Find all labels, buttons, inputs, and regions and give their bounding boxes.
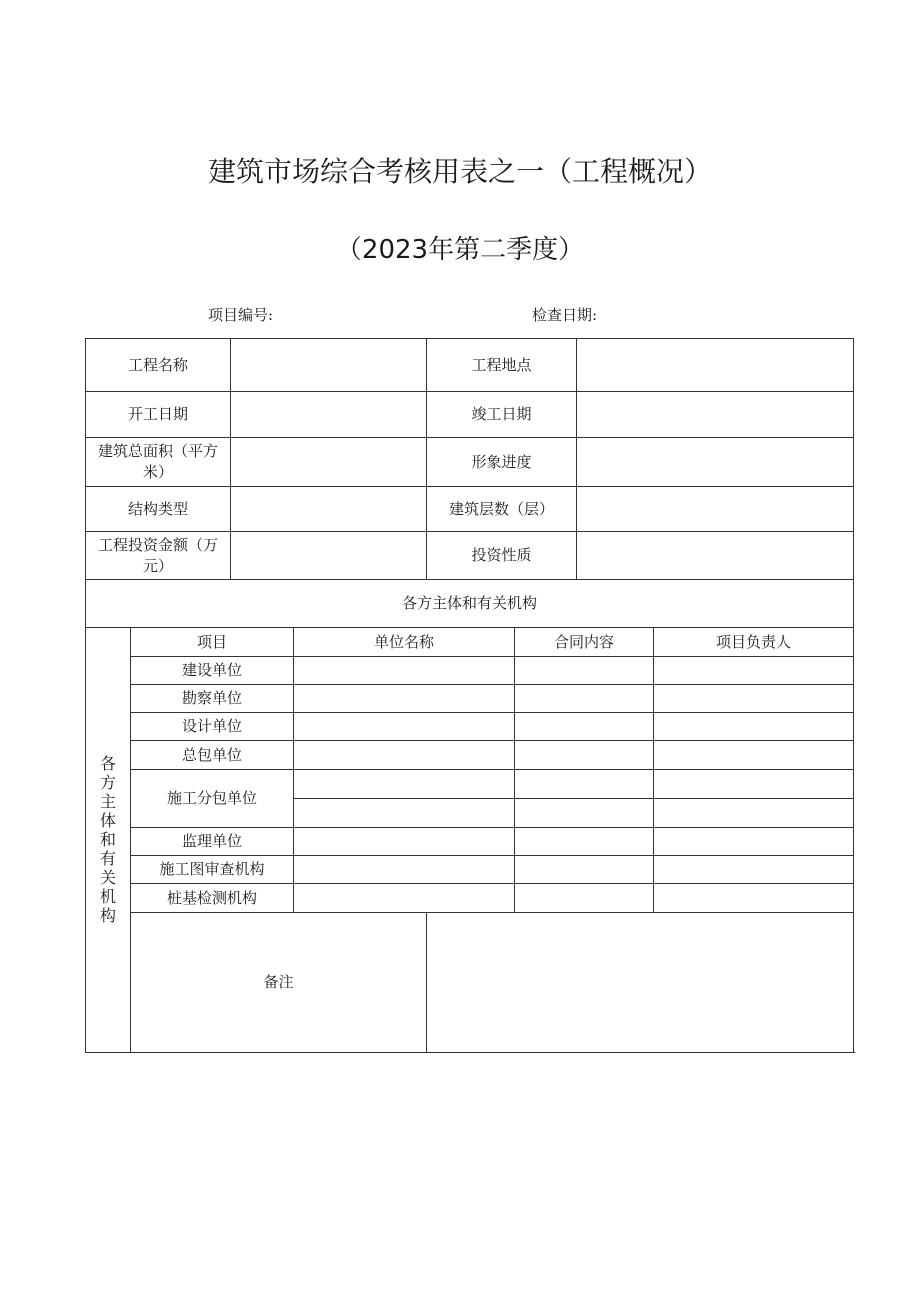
manager-cell[interactable]: [654, 685, 854, 713]
parties-side-label-text: 各方主体和有关机构: [99, 753, 116, 925]
table-row: [86, 741, 854, 770]
check-date-label: 检查日期:: [532, 306, 598, 324]
floors-value[interactable]: [577, 487, 854, 532]
unit-name-cell[interactable]: [294, 713, 515, 741]
overview-row: [86, 339, 854, 392]
unit-name-cell[interactable]: [294, 828, 515, 856]
total-area-label: 建筑总面积（平方米）: [86, 438, 231, 487]
investment-nature-value[interactable]: [577, 532, 854, 580]
row-label: 桩基检测机构: [131, 884, 294, 913]
contract-cell[interactable]: [515, 828, 654, 856]
header-item: 项目: [131, 628, 294, 657]
row-label: 勘察单位: [131, 685, 294, 713]
investment-value[interactable]: [231, 532, 427, 580]
contract-cell[interactable]: [515, 741, 654, 770]
overview-row: [86, 392, 854, 438]
row-label: 施工分包单位: [131, 770, 294, 828]
unit-name-cell[interactable]: [294, 856, 515, 884]
contract-cell[interactable]: [515, 856, 654, 884]
manager-cell[interactable]: [654, 828, 854, 856]
overview-row: [86, 487, 854, 532]
manager-cell[interactable]: [654, 770, 854, 799]
project-location-label: 工程地点: [427, 339, 577, 392]
row-label: 监理单位: [131, 828, 294, 856]
overview-form-table: [85, 338, 854, 1053]
manager-cell[interactable]: [654, 799, 854, 828]
manager-cell[interactable]: [654, 713, 854, 741]
manager-cell[interactable]: [654, 884, 854, 913]
manager-cell[interactable]: [654, 741, 854, 770]
project-name-value[interactable]: [231, 339, 427, 392]
unit-name-cell[interactable]: [294, 657, 515, 685]
row-label: 总包单位: [131, 741, 294, 770]
unit-name-cell[interactable]: [294, 770, 515, 799]
remarks-value[interactable]: [427, 913, 854, 1053]
parties-header-row: [86, 628, 854, 657]
table-row: [86, 828, 854, 856]
header-unit-name: 单位名称: [294, 628, 515, 657]
contract-cell[interactable]: [515, 713, 654, 741]
table-row: [86, 770, 854, 799]
table-row: [86, 884, 854, 913]
unit-name-cell[interactable]: [294, 884, 515, 913]
header-manager: 项目负责人: [654, 628, 854, 657]
start-date-value[interactable]: [231, 392, 427, 438]
floors-label: 建筑层数（层）: [427, 487, 577, 532]
table-row: [86, 856, 854, 884]
overview-row: [86, 438, 854, 487]
completion-date-value[interactable]: [577, 392, 854, 438]
investment-nature-label: 投资性质: [427, 532, 577, 580]
project-location-value[interactable]: [577, 339, 854, 392]
table-row: [86, 657, 854, 685]
project-number-label: 项目编号:: [208, 306, 274, 324]
contract-cell[interactable]: [515, 884, 654, 913]
parties-section-title: 各方主体和有关机构: [86, 580, 854, 628]
unit-name-cell[interactable]: [294, 741, 515, 770]
completion-date-label: 竣工日期: [427, 392, 577, 438]
section-row: [86, 580, 854, 628]
row-label: 建设单位: [131, 657, 294, 685]
page-subtitle: （2023年第二季度）: [335, 235, 585, 265]
row-label: 设计单位: [131, 713, 294, 741]
overview-row: [86, 532, 854, 580]
table-row: [86, 685, 854, 713]
contract-cell[interactable]: [515, 685, 654, 713]
progress-label: 形象进度: [427, 438, 577, 487]
total-area-value[interactable]: [231, 438, 427, 487]
page-title: 建筑市场综合考核用表之一（工程概况）: [207, 155, 712, 188]
unit-name-cell[interactable]: [294, 799, 515, 828]
parties-side-label: [86, 628, 131, 1053]
project-name-label: 工程名称: [86, 339, 231, 392]
contract-cell[interactable]: [515, 657, 654, 685]
structure-type-value[interactable]: [231, 487, 427, 532]
contract-cell[interactable]: [515, 799, 654, 828]
investment-label: 工程投资金额（万元）: [86, 532, 231, 580]
unit-name-cell[interactable]: [294, 685, 515, 713]
remarks-label: 备注: [131, 913, 427, 1053]
progress-value[interactable]: [577, 438, 854, 487]
structure-type-label: 结构类型: [86, 487, 231, 532]
table-row: [86, 713, 854, 741]
manager-cell[interactable]: [654, 856, 854, 884]
contract-cell[interactable]: [515, 770, 654, 799]
remarks-row: [86, 913, 854, 1053]
row-label: 施工图审查机构: [131, 856, 294, 884]
start-date-label: 开工日期: [86, 392, 231, 438]
manager-cell[interactable]: [654, 657, 854, 685]
header-contract: 合同内容: [515, 628, 654, 657]
